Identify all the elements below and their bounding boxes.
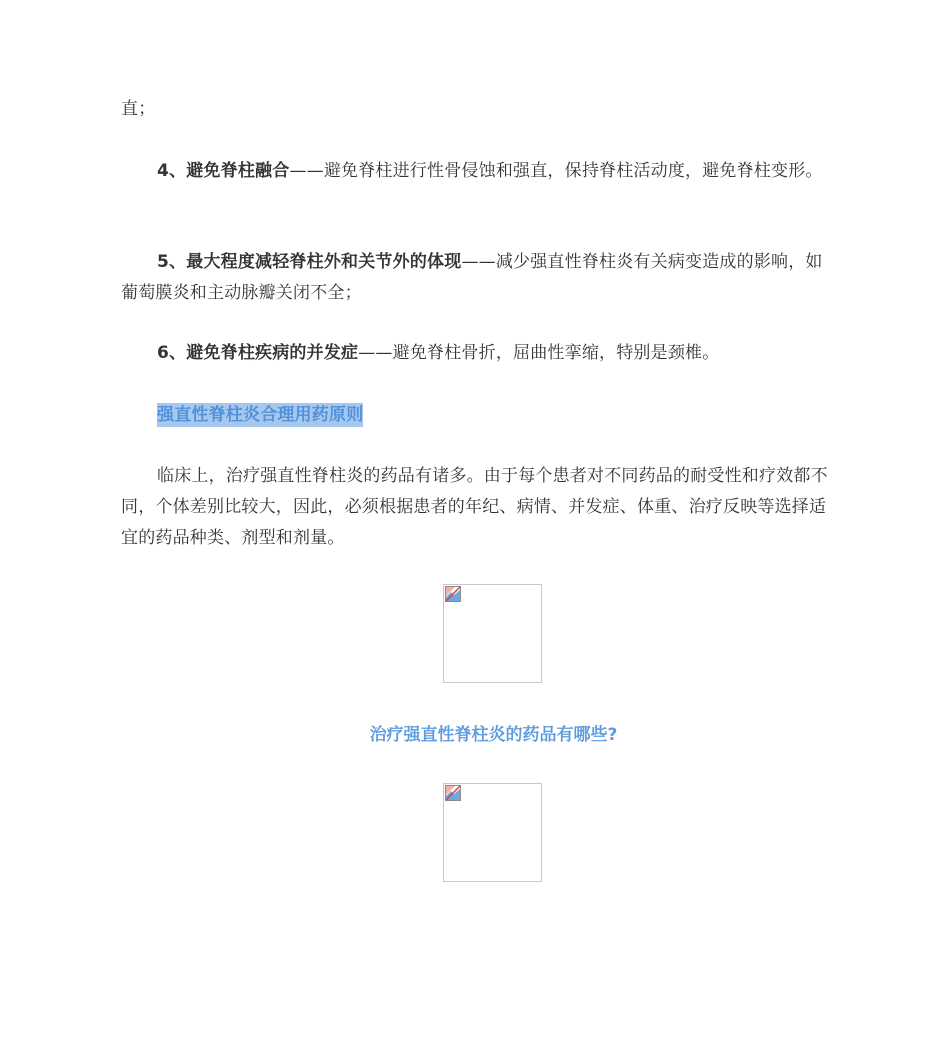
broken-image-icon: [445, 586, 461, 602]
continued-text: 直；: [121, 99, 156, 119]
section-heading: [121, 400, 836, 431]
item4-title: 4、避免脊柱融合: [157, 161, 290, 181]
item5-title: 5、最大程度减轻脊柱外和关节外的体现: [157, 252, 462, 272]
image-placeholder-2: [443, 783, 542, 882]
body-paragraph-text: 临床上，治疗强直性脊柱炎的药品有诸多。由于每个患者对不同药品的耐受性和疗效都不同，个体差别比较大，因此，必须根据患者的年纪、病情、并发症、体重、治疗反映等选择适宜的药品种类、剂型和剂量。: [121, 466, 828, 548]
list-item-5: [121, 247, 836, 309]
item6-body: ——避免脊柱骨折，屈曲性挛缩，特别是颈椎。: [358, 343, 720, 363]
body-paragraph: [121, 461, 836, 554]
item4-body: ——避免脊柱进行性骨侵蚀和强直，保持脊柱活动度，避免脊柱变形。: [289, 161, 823, 181]
section-heading-text: 强直性脊柱炎合理用药原则: [157, 405, 364, 425]
broken-image-icon: [445, 785, 461, 801]
image-caption: [121, 722, 866, 748]
list-item-4: [121, 156, 836, 187]
item6-title: 6、避免脊柱疾病的并发症: [157, 343, 359, 363]
caption-text: 治疗强直性脊柱炎的药品有哪些?: [369, 725, 618, 745]
item5-body: ——减少强直性脊柱炎有关病变造成的影响，如葡萄膜炎和主动脉瓣关闭不全；: [121, 252, 823, 303]
paragraph-continued: [121, 94, 836, 125]
image-placeholder-1: [443, 584, 542, 683]
list-item-6: [121, 338, 836, 369]
